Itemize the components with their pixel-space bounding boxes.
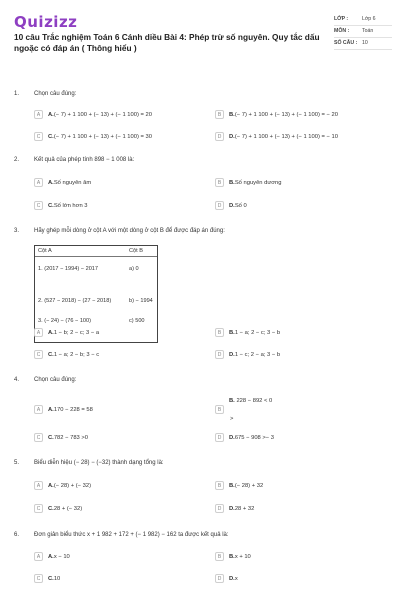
question-number: 5. — [14, 460, 20, 466]
meta-key: SỐ CÂU : — [334, 40, 358, 46]
option-letter: D — [215, 574, 224, 583]
question-number: 3. — [14, 228, 20, 234]
option-letter: A — [34, 552, 43, 561]
option-letter: A — [34, 405, 43, 414]
option-b-extra: > — [230, 416, 234, 422]
meta-value: Lớp 6 — [362, 16, 376, 22]
option-label: A. — [48, 179, 54, 186]
option-letter: D — [215, 504, 224, 513]
option-text: Số nguyên âm — [53, 179, 92, 186]
option-letter: A — [34, 481, 43, 490]
option-label: C. — [48, 434, 54, 441]
option-b[interactable] — [215, 328, 280, 337]
option-label: A. — [48, 406, 54, 413]
option-a[interactable] — [34, 481, 91, 490]
option-text: (− 7) + 1 100 + (− 13) + (− 1 100) = − 10 — [234, 133, 338, 140]
option-letter: A — [34, 328, 43, 337]
option-text: 1 − b; 2 − c; 3 − a — [53, 329, 100, 336]
option-d[interactable] — [215, 132, 338, 141]
option-letter: B — [215, 405, 224, 414]
option-c[interactable] — [34, 201, 88, 210]
question-text: Chọn câu đúng: — [34, 91, 77, 97]
option-letter: B — [215, 178, 224, 187]
option-label: A. — [48, 553, 54, 560]
option-text: (− 28) + 32 — [234, 482, 264, 489]
option-letter: A — [34, 110, 43, 119]
option-label: C. — [48, 133, 54, 140]
option-b[interactable] — [215, 481, 263, 490]
option-letter: C — [34, 350, 43, 359]
question-text: Biểu diễn hiệu (− 28) − (−32) thành dạng tổng là: — [34, 460, 164, 466]
table-cell-a: 2. (527 − 2018) − (27 − 2018) — [38, 298, 112, 304]
question-text: Hãy ghép mỗi dòng ở cột A với một dòng ở cột B để được đáp án đúng: — [34, 228, 225, 234]
option-d[interactable] — [215, 504, 254, 513]
option-c[interactable] — [34, 132, 152, 141]
option-letter: B — [215, 552, 224, 561]
option-text: 28 + 32 — [234, 505, 255, 512]
option-text: 1 − a; 2 − c; 3 − b — [234, 329, 281, 336]
option-text: (− 28) + (− 32) — [53, 482, 92, 489]
option-letter: C — [34, 574, 43, 583]
option-a[interactable] — [34, 328, 99, 337]
option-text: 28 + (− 32) — [53, 505, 83, 512]
option-text: (− 7) + 1 100 + (− 13) + (− 1 100) = 20 — [53, 111, 152, 118]
option-d[interactable] — [215, 574, 238, 583]
meta-value: Toán — [362, 28, 374, 34]
option-letter: C — [34, 201, 43, 210]
option-c[interactable] — [34, 350, 99, 359]
table-cell-a: 3. (− 24) − (76 − 100) — [38, 318, 92, 324]
option-text: x − 10 — [53, 553, 70, 560]
option-b[interactable] — [215, 397, 273, 414]
option-letter: B — [215, 481, 224, 490]
option-label: A. — [48, 482, 54, 489]
option-letter: B — [215, 110, 224, 119]
option-label: B. — [229, 329, 235, 336]
option-b-content — [229, 398, 272, 404]
option-text: Số lớn hơn 3 — [53, 202, 88, 209]
option-b[interactable] — [215, 552, 251, 561]
option-label: D. — [229, 351, 235, 358]
option-label: A. — [48, 329, 54, 336]
question-text: Chọn câu đúng: — [34, 377, 77, 383]
option-label: B. — [229, 179, 235, 186]
option-a[interactable] — [34, 552, 70, 561]
option-text: 675 − 908 >− 3 — [234, 434, 274, 441]
table-head-a: Cột A — [38, 248, 52, 254]
option-label: D. — [229, 133, 235, 140]
option-d[interactable] — [215, 201, 247, 210]
option-label: B. — [229, 482, 235, 489]
option-text: (− 7) + 1 100 + (− 13) + (− 1 100) = − 20 — [234, 111, 338, 118]
option-label: B. — [229, 397, 235, 404]
meta-row-subject — [334, 26, 392, 38]
option-letter: C — [34, 433, 43, 442]
option-label: D. — [229, 505, 235, 512]
option-d[interactable] — [215, 433, 274, 442]
option-label: C. — [48, 505, 54, 512]
option-text: 1 − a; 2 − b; 3 − c — [53, 351, 100, 358]
option-a[interactable] — [34, 110, 152, 119]
option-letter: A — [34, 178, 43, 187]
option-letter: D — [215, 433, 224, 442]
option-a[interactable] — [34, 178, 91, 187]
option-d[interactable] — [215, 350, 280, 359]
option-text: x — [234, 575, 238, 582]
option-letter: D — [215, 201, 224, 210]
option-text: 170 − 228 = 58 — [53, 406, 93, 413]
meta-key: MÔN : — [334, 28, 350, 34]
option-letter: C — [34, 132, 43, 141]
option-text: x + 10 — [234, 553, 251, 560]
question-number: 6. — [14, 532, 20, 538]
meta-row-count — [334, 38, 392, 50]
table-cell-a: 1. (2017 − 1994) − 2017 — [38, 266, 99, 272]
option-label: A. — [48, 111, 54, 118]
question-number: 4. — [14, 377, 20, 383]
question-text: Kết quả của phép tính 898 − 1 008 là: — [34, 157, 135, 163]
option-a[interactable] — [34, 405, 93, 414]
option-label: D. — [229, 202, 235, 209]
question-number: 1. — [14, 91, 20, 97]
option-label: C. — [48, 202, 54, 209]
table-cell-b: c) 500 — [129, 318, 145, 324]
option-text: (− 7) + 1 100 + (− 13) + (− 1 100) = 30 — [53, 133, 152, 140]
table-head-b: Cột B — [129, 248, 143, 254]
option-c[interactable] — [34, 574, 60, 583]
meta-value: 10 — [362, 40, 368, 46]
option-letter: D — [215, 350, 224, 359]
table-cell-b: b) − 1994 — [129, 298, 153, 304]
option-b[interactable] — [215, 178, 282, 187]
option-text: 10 — [53, 575, 61, 582]
option-text: Số nguyên dương — [234, 179, 282, 186]
option-letter: C — [34, 504, 43, 513]
option-c[interactable] — [34, 433, 88, 442]
option-c[interactable] — [34, 504, 82, 513]
meta-panel — [334, 14, 392, 50]
question-number: 2. — [14, 157, 20, 163]
option-text: 782 − 783 >0 — [53, 434, 88, 441]
meta-row-class — [334, 14, 392, 26]
option-label: D. — [229, 434, 235, 441]
question-text: Đơn giản biểu thức x + 1 982 + 172 + (− 1 982) − 162 ta được kết quả là: — [34, 532, 229, 538]
table-cell-b: a) 0 — [129, 266, 139, 272]
option-label: C. — [48, 351, 54, 358]
option-label: B. — [229, 111, 235, 118]
quizizz-logo: Quizizz — [14, 13, 78, 31]
option-label: B. — [229, 553, 235, 560]
page-title: 10 câu Trắc nghiệm Toán 6 Cánh diều Bài 4: Phép trừ số nguyên. Quy tắc dấu ngoặc có đáp án ( Thông hiểu ) — [14, 32, 320, 53]
option-text: 1 − c; 2 − a; 3 − b — [234, 351, 281, 358]
option-b[interactable] — [215, 110, 338, 119]
option-letter: D — [215, 132, 224, 141]
meta-key: LỚP : — [334, 16, 349, 22]
option-text: 228 − 892 < 0 — [236, 397, 273, 404]
option-letter: B — [215, 328, 224, 337]
option-label: C. — [48, 575, 54, 582]
table-divider — [35, 256, 157, 257]
option-text: Số 0 — [234, 202, 247, 209]
option-label: D. — [229, 575, 235, 582]
